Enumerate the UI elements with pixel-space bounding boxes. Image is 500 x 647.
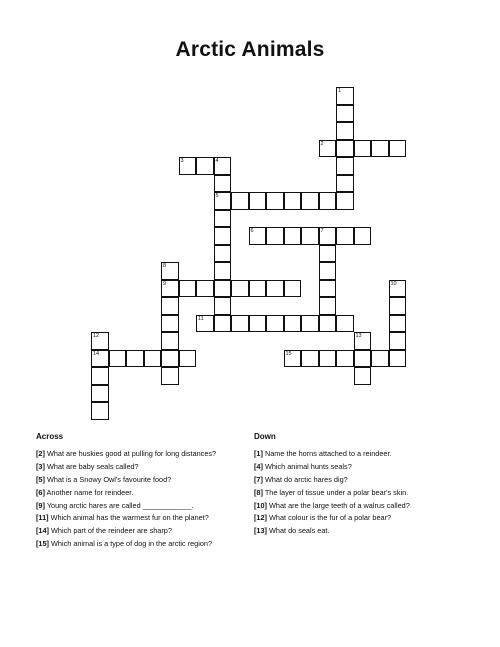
clue-number: 14	[93, 350, 100, 357]
grid-cell[interactable]	[301, 227, 319, 245]
grid-cell[interactable]	[354, 227, 372, 245]
grid-cell[interactable]	[319, 245, 337, 263]
grid-cell[interactable]	[319, 297, 337, 315]
grid-cell[interactable]	[214, 245, 232, 263]
grid-cell[interactable]	[231, 315, 249, 333]
grid-cell[interactable]	[301, 315, 319, 333]
grid-cell[interactable]	[284, 280, 302, 298]
grid-cell[interactable]	[266, 280, 284, 298]
grid-cell[interactable]	[319, 315, 337, 333]
down-clue: [12] What colour is the fur of a polar bear?	[254, 513, 392, 523]
down-clue: [1] Name the horns attached to a reindeer.	[254, 449, 392, 458]
grid-cell[interactable]	[319, 192, 337, 210]
grid-cell[interactable]	[91, 367, 109, 385]
grid-cell[interactable]	[284, 227, 302, 245]
grid-cell[interactable]	[336, 350, 354, 368]
down-clue: [7] What do arctic hares dig?	[254, 474, 348, 484]
grid-cell[interactable]	[266, 192, 284, 210]
down-clue: [8] The layer of tissue under a polar bear's skin.	[254, 487, 409, 497]
grid-cell[interactable]	[214, 210, 232, 228]
clue-number: 12	[93, 333, 100, 339]
clue-number: 13	[355, 333, 362, 339]
across-clue: [9] Young arctic hares are called ____________.	[36, 500, 194, 510]
grid-cell[interactable]	[91, 385, 109, 403]
clue-number: 9	[163, 280, 167, 287]
grid-cell[interactable]	[249, 280, 267, 298]
grid-cell[interactable]	[249, 227, 267, 245]
grid-cell[interactable]	[179, 350, 197, 368]
grid-cell[interactable]	[319, 262, 337, 280]
grid-cell[interactable]	[336, 192, 354, 210]
clue-number: 15	[285, 350, 292, 357]
grid-cell[interactable]	[354, 350, 372, 368]
across-heading: Across	[36, 432, 64, 441]
grid-cell[interactable]	[214, 297, 232, 315]
grid-cell[interactable]	[371, 350, 389, 368]
across-clue: [2] What are huskies good at pulling for long distances?	[36, 449, 217, 458]
grid-cell[interactable]	[179, 157, 197, 175]
grid-cell[interactable]	[249, 192, 267, 210]
grid-cell[interactable]	[319, 350, 337, 368]
down-clue: [13] What do seals eat.	[254, 526, 330, 536]
grid-cell[interactable]	[266, 315, 284, 333]
down-clue: [10] What are the large teeth of a walrus called?	[254, 500, 410, 510]
grid-cell[interactable]	[231, 280, 249, 298]
grid-cell[interactable]	[161, 367, 179, 385]
grid-cell[interactable]	[109, 350, 127, 368]
across-clue: [11] Which animal has the warmest fur on the planet?	[36, 513, 209, 523]
grid-cell[interactable]	[214, 175, 232, 193]
grid-cell[interactable]	[91, 332, 109, 350]
grid-cell[interactable]	[214, 315, 232, 333]
across-clue: [15] Which animal is a type of dog in the arctic region?	[36, 539, 213, 549]
grid-cell[interactable]	[214, 227, 232, 245]
clue-number: 7	[320, 228, 324, 234]
grid-cell[interactable]	[319, 280, 337, 298]
grid-cell[interactable]	[126, 350, 144, 368]
grid-cell[interactable]	[214, 280, 232, 298]
grid-cell[interactable]	[389, 332, 407, 350]
clue-number: 3	[180, 158, 184, 164]
grid-cell[interactable]	[196, 157, 214, 175]
grid-cell[interactable]	[91, 402, 109, 420]
grid-cell[interactable]	[161, 297, 179, 315]
grid-cell[interactable]	[266, 227, 284, 245]
grid-cell[interactable]	[389, 140, 407, 158]
grid-cell[interactable]	[284, 192, 302, 210]
clue-number: 4	[215, 158, 219, 164]
grid-cell[interactable]	[214, 157, 232, 175]
grid-cell[interactable]	[389, 280, 407, 298]
grid-cell[interactable]	[249, 315, 267, 333]
clue-number: 11	[198, 315, 204, 322]
grid-cell[interactable]	[161, 262, 179, 280]
grid-cell[interactable]	[354, 332, 372, 350]
grid-cell[interactable]	[389, 297, 407, 315]
puzzle-title: Arctic Animals	[175, 38, 325, 61]
clue-number: 5	[215, 193, 219, 199]
grid-cell[interactable]	[336, 140, 354, 158]
clue-number: 1	[338, 88, 342, 94]
grid-cell[interactable]	[371, 140, 389, 158]
grid-cell[interactable]	[319, 227, 337, 245]
across-clue: [14] Which part of the reindeer are sharp?	[36, 526, 172, 536]
grid-cell[interactable]	[301, 350, 319, 368]
grid-cell[interactable]	[319, 140, 337, 158]
clue-number: 10	[390, 280, 397, 287]
clue-number: 2	[320, 140, 324, 147]
clue-number: 8	[163, 263, 167, 269]
grid-cell[interactable]	[336, 87, 354, 105]
across-clue-list	[36, 450, 216, 553]
grid-cell[interactable]	[161, 350, 179, 368]
grid-cell[interactable]	[284, 315, 302, 333]
grid-cell[interactable]	[231, 192, 249, 210]
grid-cell[interactable]	[336, 157, 354, 175]
grid-cell[interactable]	[91, 350, 109, 368]
grid-cell[interactable]	[389, 350, 407, 368]
grid-cell[interactable]	[389, 315, 407, 333]
grid-cell[interactable]	[161, 280, 179, 298]
grid-cell[interactable]	[196, 315, 214, 333]
grid-cell[interactable]	[301, 192, 319, 210]
grid-cell[interactable]	[214, 192, 232, 210]
grid-cell[interactable]	[336, 122, 354, 140]
grid-cell[interactable]	[214, 262, 232, 280]
down-clue-list	[254, 450, 410, 540]
grid-cell[interactable]	[196, 280, 214, 298]
grid-cell[interactable]	[354, 367, 372, 385]
grid-cell[interactable]	[179, 280, 197, 298]
grid-cell[interactable]	[284, 350, 302, 368]
grid-cell[interactable]	[336, 105, 354, 123]
across-clue: [3] What are baby seals called?	[36, 461, 139, 471]
down-clue: [4] Which animal hunts seals?	[254, 461, 352, 471]
grid-cell[interactable]	[336, 227, 354, 245]
grid-cell[interactable]	[161, 332, 179, 350]
down-heading: Down	[254, 432, 276, 441]
grid-cell[interactable]	[161, 315, 179, 333]
across-clue: [6] Another name for reindeer.	[36, 487, 134, 497]
grid-cell[interactable]	[144, 350, 162, 368]
clue-number: 6	[250, 228, 254, 234]
across-clue: [5] What is a Snowy Owl's favourite food?	[36, 474, 172, 484]
grid-cell[interactable]	[336, 175, 354, 193]
grid-cell[interactable]	[354, 140, 372, 158]
grid-cell[interactable]	[336, 315, 354, 333]
